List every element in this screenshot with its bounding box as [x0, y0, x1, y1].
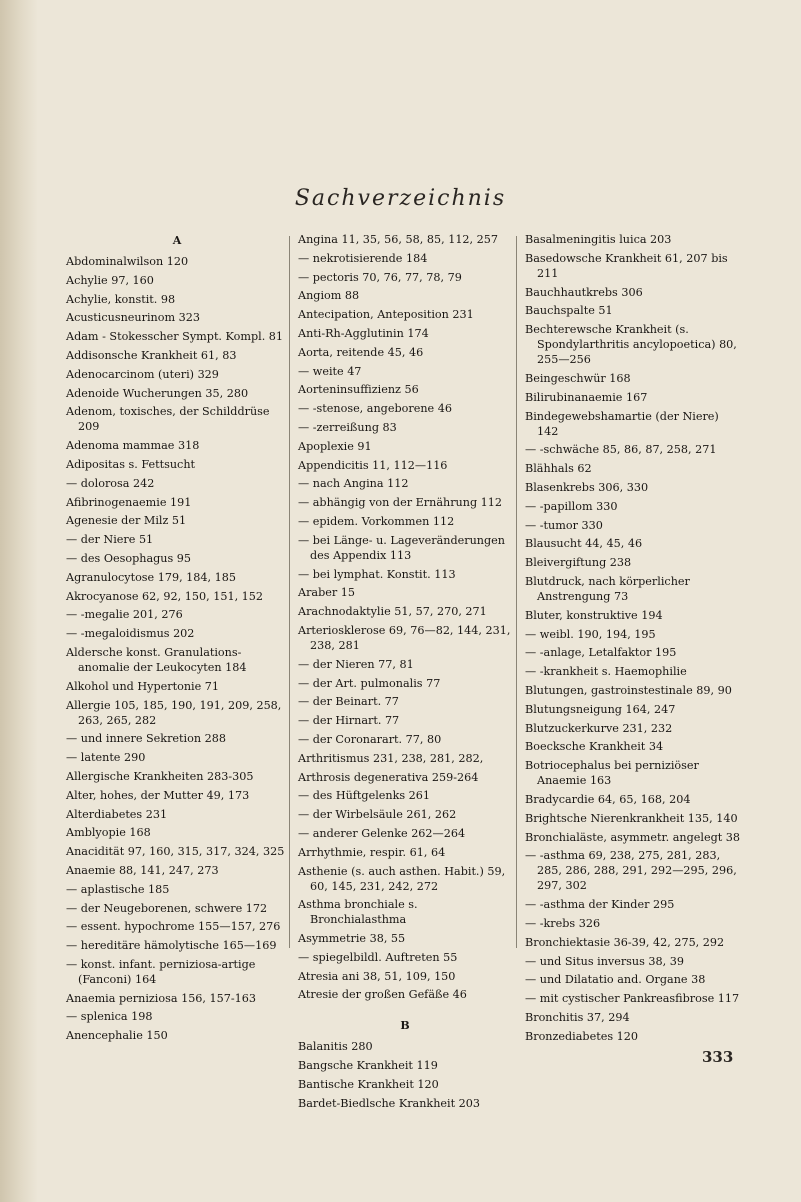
index-entry: Boecksche Krankheit 34 [525, 740, 664, 754]
index-entry: — -asthma 69, 238, 275, 281, 283, 285, 286, 288, 291, 292—295, 296, 297, 302 [525, 849, 737, 893]
index-entry: — -krebs 326 [525, 916, 601, 930]
index-entry: Anacidität 97, 160, 315, 317, 324, 325 [66, 845, 285, 859]
section-letter: B [400, 1019, 410, 1033]
index-entry: Blutdruck, nach körperlicher Anstrengung 73 [525, 574, 690, 603]
index-entry: Antecipation, Anteposition 231 [298, 308, 474, 322]
index-entry: Anencephalie 150 [66, 1029, 168, 1043]
index-entry: Bechterewsche Krankheit (s. Spondylarthritis ancylopoetica) 80, 255—256 [525, 323, 737, 367]
index-entry: — -zerreißung 83 [298, 420, 397, 434]
index-entry: Blausucht 44, 45, 46 [525, 537, 643, 551]
index-entry: Blähhals 62 [525, 462, 592, 476]
index-entry: Adam - Stokesscher Sympt. Kompl. 81 [66, 330, 284, 344]
index-entry: Agenesie der Milz 51 [66, 514, 187, 528]
index-entry: — bei lymphat. Konstit. 113 [298, 567, 456, 581]
index-entry: Bronchiektasie 36-39, 42, 275, 292 [525, 935, 725, 949]
index-entry: — weibl. 190, 194, 195 [525, 627, 656, 641]
index-entry: Bangsche Krankheit 119 [298, 1059, 438, 1073]
index-entry: Angiom 88 [298, 289, 360, 303]
index-entry: Anaemia perniziosa 156, 157-163 [66, 991, 257, 1005]
index-entry: Afibrinogenaemie 191 [66, 495, 192, 509]
index-entry: — nekrotisierende 184 [298, 251, 428, 265]
index-entry: Addisonsche Krankheit 61, 83 [66, 348, 237, 362]
index-entry: Atresia ani 38, 51, 109, 150 [298, 969, 456, 983]
index-entry: — und Dilatatio and. Organe 38 [525, 973, 706, 987]
index-entry: Arthritismus 231, 238, 281, 282, [298, 751, 484, 765]
index-entry: — spiegelbildl. Auftreten 55 [298, 950, 458, 964]
index-entry: — hereditäre hämolytische 165—169 [66, 939, 277, 953]
index-entry: — der Hirnart. 77 [298, 714, 400, 728]
index-entry: Basalmeningitis luica 203 [525, 233, 672, 246]
index-entry: — latente 290 [66, 751, 146, 765]
index-entry: Bauchspalte 51 [525, 304, 613, 318]
index-entry: Anaemie 88, 141, 247, 273 [66, 863, 219, 877]
index-entry: Apoplexie 91 [298, 439, 372, 453]
index-entry: Angina 11, 35, 56, 58, 85, 112, 257 [298, 233, 499, 246]
index-entry: Bilirubinanaemie 167 [525, 390, 648, 404]
index-entry: — pectoris 70, 76, 77, 78, 79 [298, 270, 462, 284]
index-entry: Adenoma mammae 318 [66, 439, 200, 453]
index-entry: Allergische Krankheiten 283-305 [66, 769, 254, 783]
index-entry: Blutungsneigung 164, 247 [525, 702, 676, 716]
index-entry: Blutungen, gastroinstestinale 89, 90 [525, 683, 732, 697]
index-entry: — der Wirbelsäule 261, 262 [298, 808, 457, 822]
page-number: 333 [702, 1048, 734, 1066]
index-entry: — der Nieren 77, 81 [298, 657, 414, 671]
index-entry: Blutzuckerkurve 231, 232 [525, 721, 673, 735]
index-entry: Bleivergiftung 238 [525, 556, 632, 570]
index-entry: Adenocarcinom (uteri) 329 [66, 367, 219, 381]
index-entry: — aplastische 185 [66, 882, 170, 896]
index-entry: — -anlage, Letalfaktor 195 [525, 646, 677, 660]
index-entry: — essent. hypochrome 155—157, 276 [66, 920, 281, 934]
book-spine-shadow [0, 0, 38, 1202]
index-entry: — der Neugeborenen, schwere 172 [66, 901, 268, 915]
index-entry: — der Niere 51 [66, 533, 154, 547]
index-entry: Alkohol und Hypertonie 71 [66, 679, 220, 693]
column-divider [289, 236, 290, 948]
index-entry: Allergie 105, 185, 190, 191, 209, 258, 263, 265, 282 [66, 698, 282, 727]
index-entry: — -megaloidismus 202 [66, 627, 195, 641]
index-entry: — bei Länge- u. Lageveränderungen des Appendix 113 [298, 533, 505, 562]
index-entry: Aldersche konst. Granulations-anomalie der Leukocyten 184 [66, 645, 247, 674]
index-entry: — -krankheit s. Haemophilie [525, 665, 687, 679]
index-entry: Arthrosis degenerativa 259-264 [298, 770, 479, 784]
index-entry: — weite 47 [298, 364, 362, 378]
index-entry: Bauchhautkrebs 306 [525, 285, 643, 299]
index-entry: — -papillom 330 [525, 499, 618, 513]
index-entry: — der Coronarart. 77, 80 [298, 732, 442, 746]
index-entry: — anderer Gelenke 262—264 [298, 826, 466, 840]
index-entry: Amblyopie 168 [66, 826, 151, 840]
index-entry: Alter, hohes, der Mutter 49, 173 [66, 788, 250, 802]
index-entry: — der Art. pulmonalis 77 [298, 676, 441, 690]
index-entry: Arrhythmie, respir. 61, 64 [298, 845, 446, 859]
index-entry: — und innere Sekretion 288 [66, 732, 226, 746]
index-entry: Botriocephalus bei perniziöser Anaemie 163 [525, 759, 699, 788]
index-entry: — des Hüftgelenks 261 [298, 789, 431, 803]
index-entry: Asthenie (s. auch asthen. Habit.) 59, 60, 145, 231, 242, 272 [298, 864, 506, 893]
index-entry: — epidem. Vorkommen 112 [298, 514, 455, 528]
index-entry: Arachnodaktylie 51, 57, 270, 271 [298, 605, 487, 619]
index-entry: Bantische Krankheit 120 [298, 1077, 439, 1091]
index-entry: Araber 15 [298, 586, 356, 600]
index-entry: Adenom, toxisches, der Schilddrüse 209 [66, 405, 270, 434]
index-entry: Asymmetrie 38, 55 [298, 932, 406, 946]
index-entry: Brightsche Nierenkrankheit 135, 140 [525, 811, 738, 825]
index-entry: — splenica 198 [66, 1010, 153, 1024]
column-divider [516, 236, 517, 948]
index-entry: Beingeschwür 168 [525, 371, 631, 385]
index-entry: — abhängig von der Ernährung 112 [298, 496, 503, 510]
index-entry: Bardet-Biedlsche Krankheit 203 [298, 1096, 481, 1110]
index-entry: Bronchitis 37, 294 [525, 1010, 630, 1024]
index-entry: Abdominalwilson 120 [66, 255, 189, 268]
index-entry: Adipositas s. Fettsucht [66, 457, 196, 471]
page-title: Sachverzeichnis [294, 186, 507, 211]
index-entry: Acusticusneurinom 323 [66, 311, 200, 325]
index-entry: Bindegewebshamartie (der Niere) 142 [525, 409, 719, 438]
index-entry: Asthma bronchiale s. Bronchialasthma [298, 898, 418, 927]
index-column-3 [525, 232, 743, 1047]
index-entry: — -megalie 201, 276 [66, 608, 183, 622]
index-entry: Aorteninsuffizienz 56 [298, 383, 419, 397]
index-entry: Blasenkrebs 306, 330 [525, 480, 649, 494]
index-entry: — der Beinart. 77 [298, 695, 399, 709]
index-entry: — mit cystischer Pankreasfibrose 117 [525, 992, 740, 1006]
index-entry: — nach Angina 112 [298, 477, 409, 491]
index-entry: Bronzediabetes 120 [525, 1029, 638, 1043]
index-entry: — des Oesophagus 95 [66, 551, 192, 565]
index-entry: Bluter, konstruktive 194 [525, 608, 663, 622]
index-column-2 [298, 232, 512, 1114]
index-entry: — -tumor 330 [525, 518, 603, 532]
index-entry: — -stenose, angeborene 46 [298, 402, 452, 416]
index-column-1 [66, 232, 288, 1047]
index-entry: Balanitis 280 [298, 1040, 373, 1054]
index-entry: Aorta, reitende 45, 46 [298, 345, 424, 359]
index-entry: Agranulocytose 179, 184, 185 [66, 570, 237, 584]
index-entry: Anti-Rh-Agglutinin 174 [298, 326, 429, 340]
index-entry: Achylie 97, 160 [66, 273, 154, 287]
index-entry: Bradycardie 64, 65, 168, 204 [525, 792, 691, 806]
index-entry: — dolorosa 242 [66, 476, 155, 490]
index-entry: Adenoide Wucherungen 35, 280 [66, 386, 249, 400]
index-entry: Basedowsche Krankheit 61, 207 bis 211 [525, 251, 728, 280]
index-entry: — konst. infant. perniziosa-artige (Fanconi) 164 [66, 957, 256, 986]
index-entry: — -asthma der Kinder 295 [525, 898, 675, 912]
index-entry: Atresie der großen Gefäße 46 [298, 988, 467, 1002]
index-entry: — -schwäche 85, 86, 87, 258, 271 [525, 443, 717, 457]
index-entry: Appendicitis 11, 112—116 [298, 458, 448, 472]
index-entry: Akrocyanose 62, 92, 150, 151, 152 [66, 589, 264, 603]
index-entry: Arteriosklerose 69, 76—82, 144, 231, 238, 281 [298, 623, 511, 652]
index-entry: Achylie, konstit. 98 [66, 292, 176, 306]
section-letter: A [172, 234, 182, 247]
index-entry: Bronchialäste, asymmetr. angelegt 38 [525, 830, 741, 844]
index-entry: — und Situs inversus 38, 39 [525, 954, 685, 968]
index-entry: Alterdiabetes 231 [66, 807, 168, 821]
